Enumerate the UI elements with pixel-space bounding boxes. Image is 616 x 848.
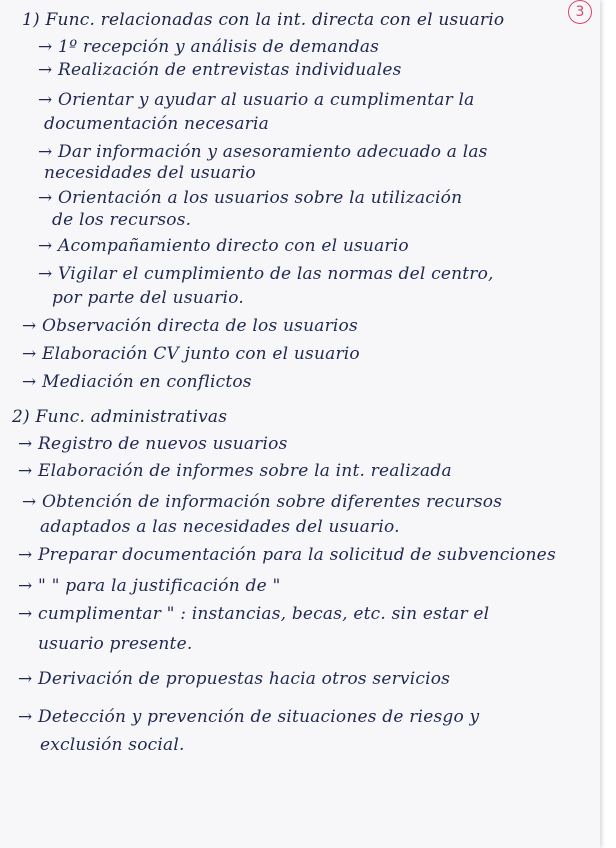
list-item: → Derivación de propuestas hacia otros servicios <box>18 669 451 689</box>
list-item: → Elaboración CV junto con el usuario <box>22 344 360 364</box>
list-item: → 1º recepción y análisis de demandas <box>38 37 380 57</box>
list-item: → Observación directa de los usuarios <box>22 316 358 336</box>
list-item: → Acompañamiento directo con el usuario <box>38 236 409 256</box>
list-item: → Dar información y asesoramiento adecuado a las <box>38 142 488 162</box>
list-item-continuation: exclusión social. <box>40 735 185 755</box>
page-number-circle: 3 <box>568 0 592 24</box>
list-item-continuation: necesidades del usuario <box>44 163 256 183</box>
section-heading-2: 2) Func. administrativas <box>12 407 228 427</box>
list-item: → Detección y prevención de situaciones de riesgo y <box>18 707 480 727</box>
list-item-continuation: usuario presente. <box>38 634 193 654</box>
list-item: → Elaboración de informes sobre la int. realizada <box>18 461 452 481</box>
list-item: → Vigilar el cumplimiento de las normas del centro, <box>38 264 494 284</box>
list-item: → Orientar y ayudar al usuario a cumplimentar la <box>38 90 475 110</box>
list-item: → Mediación en conflictos <box>22 372 252 392</box>
list-item: → Registro de nuevos usuarios <box>18 434 288 454</box>
list-item: → Preparar documentación para la solicitud de subvenciones <box>18 545 556 565</box>
list-item-continuation: documentación necesaria <box>44 114 269 134</box>
list-item: → " " para la justificación de " <box>18 576 281 596</box>
list-item: → Obtención de información sobre diferentes recursos <box>22 492 503 512</box>
list-item-continuation: por parte del usuario. <box>52 288 244 308</box>
list-item-continuation: adaptados a las necesidades del usuario. <box>40 517 400 537</box>
list-item: → Realización de entrevistas individuales <box>38 60 402 80</box>
list-item: → Orientación a los usuarios sobre la utilización <box>38 188 463 208</box>
list-item-continuation: de los recursos. <box>52 210 192 230</box>
list-item: → cumplimentar " : instancias, becas, etc. sin estar el <box>18 604 490 624</box>
section-heading-1: 1) Func. relacionadas con la int. directa con el usuario <box>22 10 505 30</box>
